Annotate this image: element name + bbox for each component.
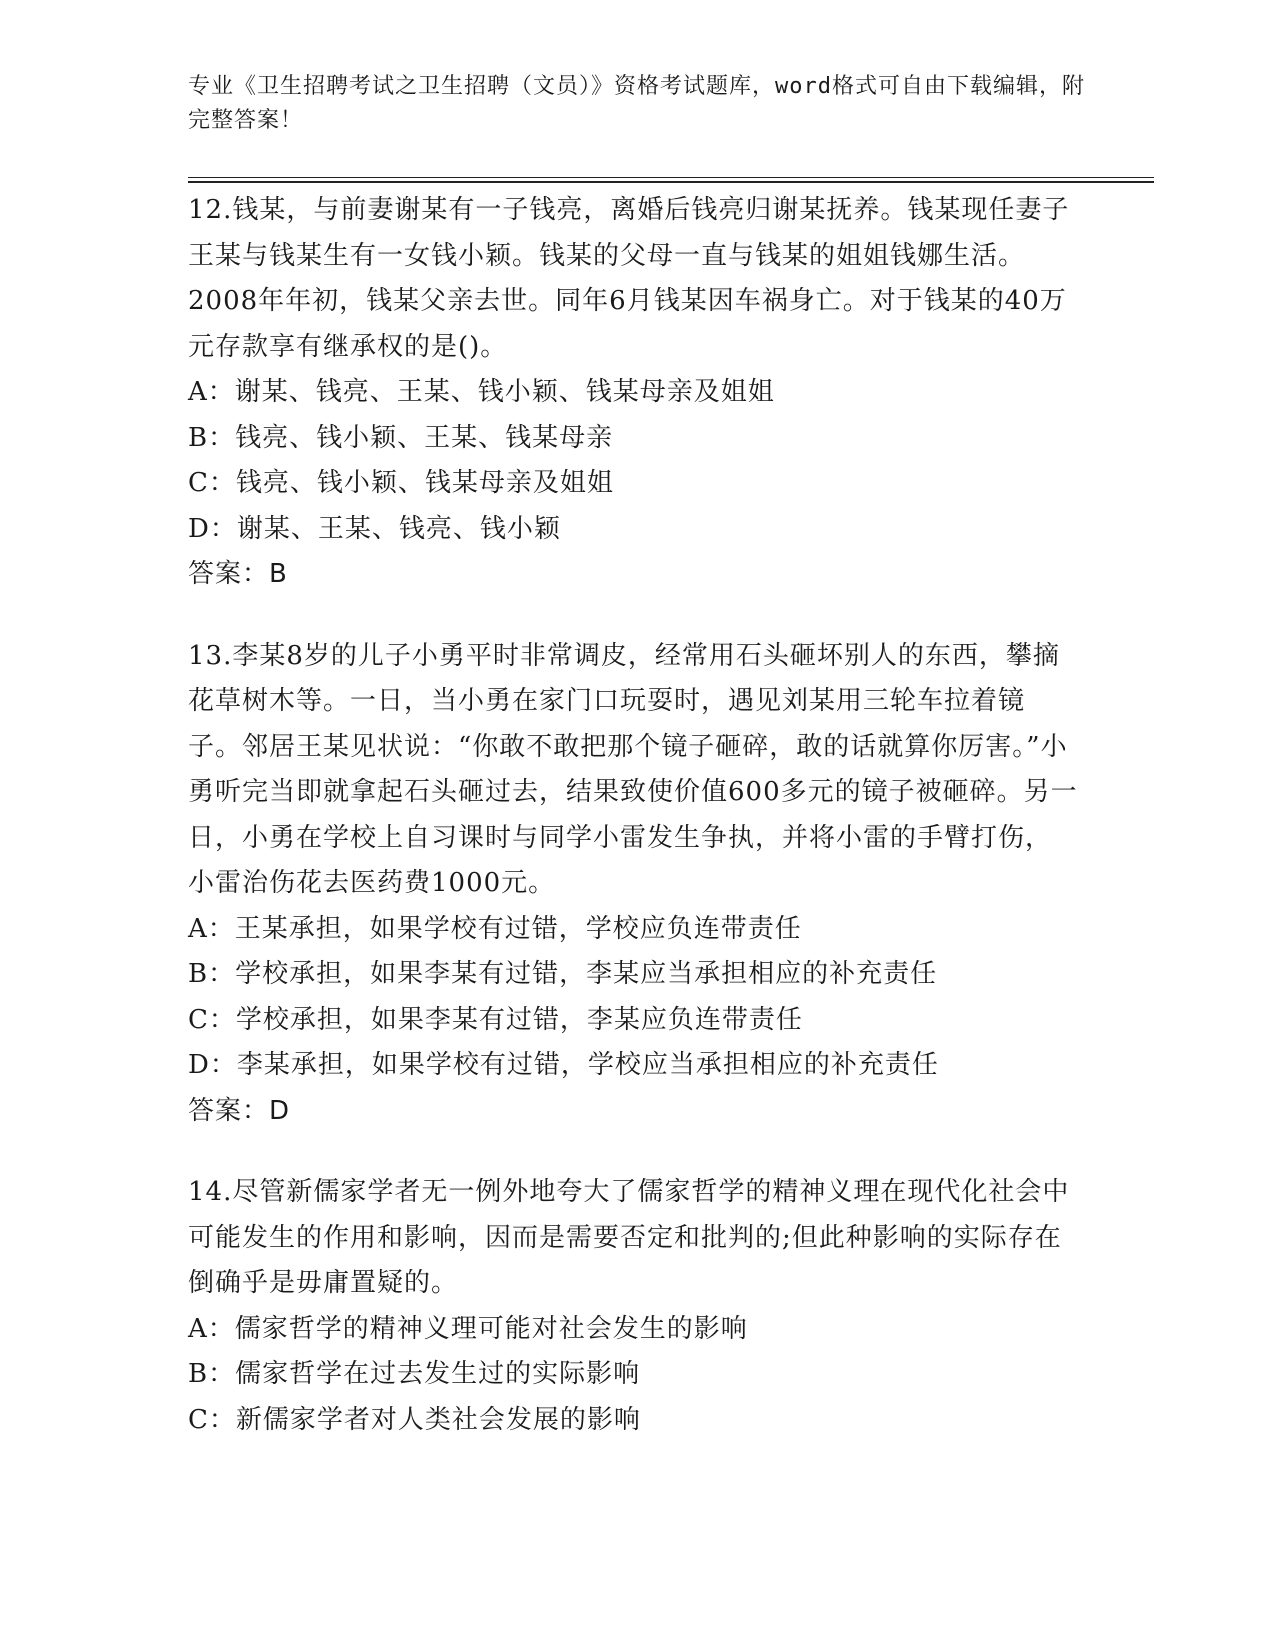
option-b: B：钱亮、钱小颖、王某、钱某母亲 [188, 422, 614, 453]
option-a: A：谢某、钱亮、王某、钱小颖、钱某母亲及姐姐 [188, 377, 775, 407]
option-d: D：谢某、王某、钱亮、钱小颖 [188, 513, 561, 544]
question-stem: 14.尽管新儒家学者无一例外地夸大了儒家哲学的精神义理在现代化社会中可能发生的作用和影响，因而是需要否定和批判的;但此种影响的实际存在倒确乎是毋庸置疑的。 [188, 1177, 1070, 1298]
option-c: C：钱亮、钱小颖、钱某母亲及姐姐 [188, 468, 614, 498]
question-12 [188, 188, 1078, 598]
question-13 [188, 634, 1078, 1135]
header-divider-thin [188, 177, 1154, 178]
answer-label: 答案：D [188, 1095, 291, 1126]
option-a: A：王某承担，如果学校有过错，学校应负连带责任 [188, 913, 802, 944]
option-b: B：儒家哲学在过去发生过的实际影响 [188, 1359, 641, 1389]
option-b: B：学校承担，如果李某有过错，李某应当承担相应的补充责任 [188, 959, 938, 989]
document-header: 专业《卫生招聘考试之卫生招聘（文员）》资格考试题库，word格式可自由下载编辑，附完整答案！ [188, 74, 1085, 133]
question-stem: 13.李某8岁的儿子小勇平时非常调皮，经常用石头砸坏别人的东西，攀摘花草树木等。一日，当小勇在家门口玩耍时，遇见刘某用三轮车拉着镜子。邻居王某见状说：“你敢不敢把那个镜子砸碎，敢的话就算你厉害。”小勇听完当即就拿起石头砸过去，结果致使价值600多元的镜子被砸碎。另一日，小勇在学校上自习课时与同学小雷发生争执，并将小雷的手臂打伤，小雷治伤花去医药费1000元。 [188, 640, 1078, 898]
option-c: C：新儒家学者对人类社会发展的影响 [188, 1404, 641, 1435]
question-14 [188, 1170, 1078, 1443]
answer-label: 答案：B [188, 559, 288, 589]
option-d: D：李某承担，如果学校有过错，学校应当承担相应的补充责任 [188, 1050, 939, 1080]
option-a: A：儒家哲学的精神义理可能对社会发生的影响 [188, 1313, 748, 1344]
question-list [188, 188, 1078, 1443]
option-c: C：学校承担，如果李某有过错，李某应负连带责任 [188, 1004, 803, 1035]
question-stem: 12.钱某，与前妻谢某有一子钱亮，离婚后钱亮归谢某抚养。钱某现任妻子王某与钱某生有一女钱小颖。钱某的父母一直与钱某的姐姐钱娜生活。2008年年初，钱某父亲去世。同年6月钱某因车祸身亡。对于钱某的40万元存款享有继承权的是()。 [188, 195, 1070, 362]
header-divider-thick [188, 181, 1154, 183]
